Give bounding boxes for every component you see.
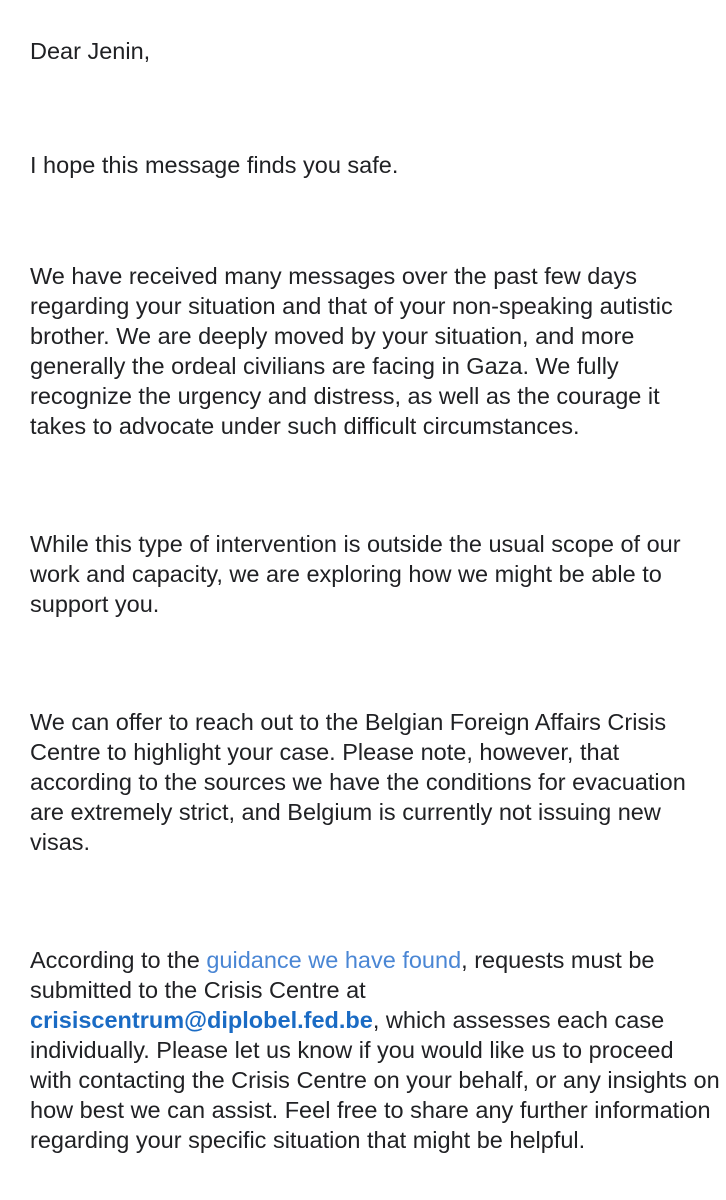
paragraph-crisis-centre-offer: We can offer to reach out to the Belgian Foreign Affairs Crisis Centre to highlight your case. Please note, however, that according to the sources we have the conditions for evacuation are extremely strict, and Belgium is currently not issuing new visas. — [30, 709, 686, 855]
paragraph-scope: While this type of intervention is outside the usual scope of our work and capacity, we are exploring how we might be able to support you. — [30, 531, 681, 617]
guidance-link[interactable]: guidance we have found — [206, 947, 462, 973]
paragraph-guidance — [30, 945, 720, 1155]
crisis-centre-email-link[interactable]: crisiscentrum@diplobel.fed.be — [30, 1007, 373, 1033]
guidance-suffix: , which assesses each case individually. Please let us know if you would like us to proceed with contacting the Crisis Centre on your behalf, or any insights on how best we can assist. Feel free to share any further information regarding your specific situation that might be helpful. — [30, 1007, 720, 1153]
paragraph-safety-wish: I hope this message finds you safe. — [30, 152, 399, 178]
paragraph-situation: We have received many messages over the past few days regarding your situation and that of your non-speaking autistic brother. We are deeply moved by your situation, and more generally the ordeal civilians are facing in Gaza. We fully recognize the urgency and distress, as well as the courage it takes to advocate under such difficult circumstances. — [30, 263, 673, 439]
guidance-middle: , requests must be submitted to the Crisis Centre at — [30, 947, 655, 1003]
greeting: Dear Jenin, — [30, 38, 151, 64]
guidance-prefix: According to the — [30, 947, 207, 973]
email-body — [30, 36, 720, 1155]
